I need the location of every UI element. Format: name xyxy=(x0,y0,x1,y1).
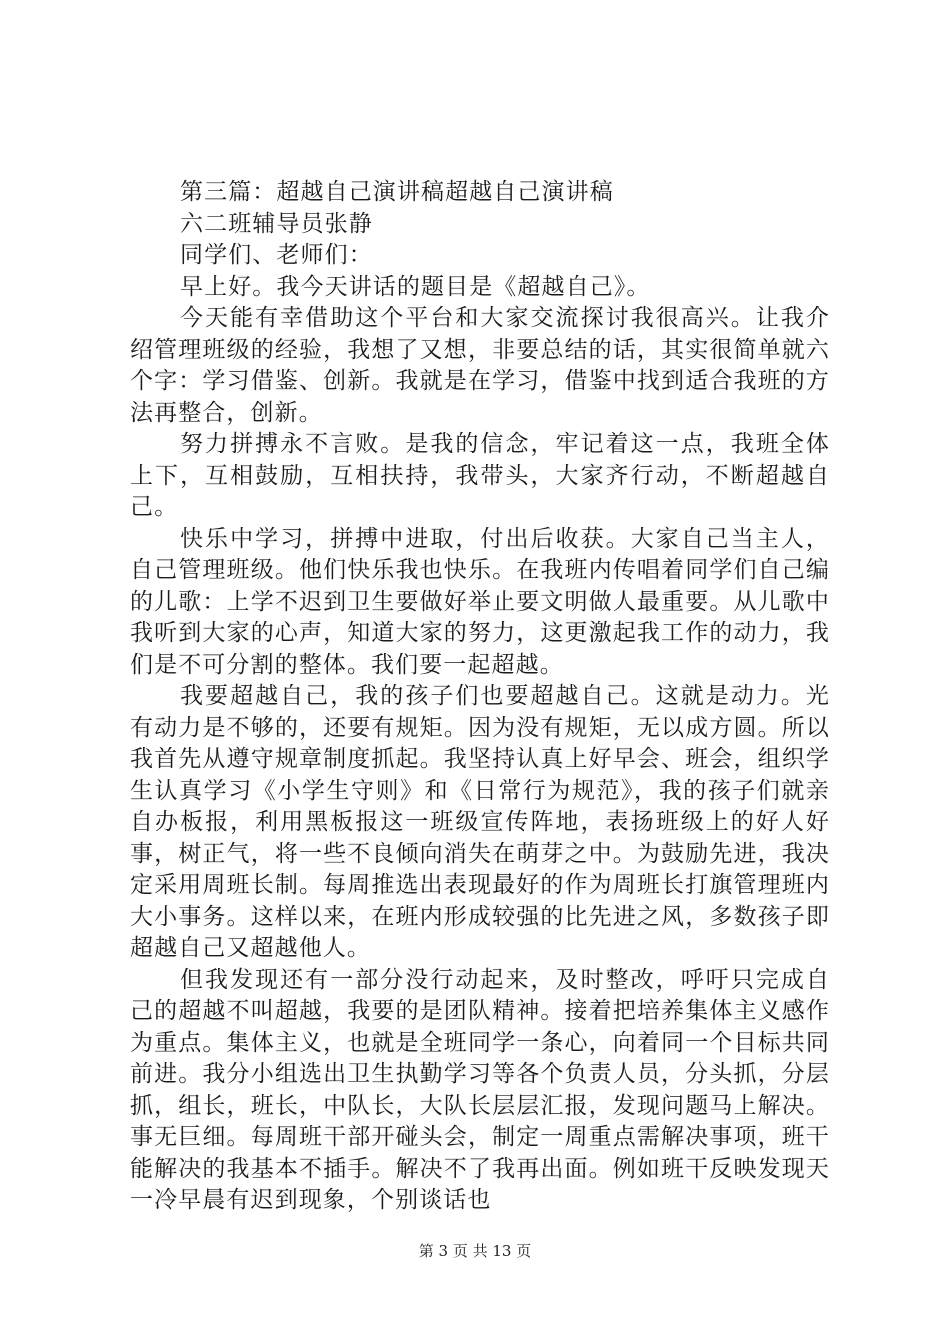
paragraph-5: 我要超越自己，我的孩子们也要超越自己。这就是动力。光有动力是不够的，还要有规矩。因为没有规矩，无以成方圆。所以我首先从遵守规章制度抓起。我坚持认真上好早会、班会，组织学生认真学习《小学生守则》和《日常行为规范》，我的孩子们就亲自办板报，利用黑板报这一班级宣传阵地，表扬班级上的好人好事，树正气，将一些不良倾向消失在萌芽之中。为鼓励先进，我决定采用周班长制。每周推选出表现最好的作为周班长打旗管理班内大小事务。这样以来，在班内形成较强的比先进之风，多数孩子即超越自己又超越他人。 xyxy=(130,683,830,961)
paragraph-2: 今天能有幸借助这个平台和大家交流探讨我很高兴。让我介绍管理班级的经验，我想了又想，非要总结的话，其实很简单就六个字：学习借鉴、创新。我就是在学习，借鉴中找到适合我班的方法再整合，创新。 xyxy=(130,305,830,426)
document-greeting: 同学们、老师们： xyxy=(180,242,373,268)
page-number: 第 3 页 共 13 页 xyxy=(418,1242,532,1260)
paragraph-4: 快乐中学习，拼搏中进取，付出后收获。大家自己当主人，自己管理班级。他们快乐我也快乐。在我班内传唱着同学们自己编的儿歌：上学不迟到卫生要做好举止要文明做人最重要。从儿歌中我听到大家的心声，知道大家的努力，这更激起我工作的动力，我们是不可分割的整体。我们要一起超越。 xyxy=(130,525,830,678)
paragraph-1: 早上好。我今天讲话的题目是《超越自己》。 xyxy=(180,273,651,300)
paragraph-6: 但我发现还有一部分没行动起来，及时整改，呼吁只完成自己的超越不叫超越，我要的是团队精神。接着把培养集体主义感作为重点。集体主义，也就是全班同学一条心，向着同一个目标共同前进。我分小组选出卫生执勤学习等各个负责人员，分头抓，分层抓，组长，班长，中队长，大队长层层汇报，发现问题马上解决。事无巨细。每周班干部开碰头会，制定一周重点需解决事项，班干能解决的我基本不插手。解决不了我再出面。例如班干反映发现天一冷早晨有迟到现象，个别谈话也 xyxy=(130,966,830,1213)
document-title: 第三篇：超越自己演讲稿超越自己演讲稿 xyxy=(180,179,614,205)
paragraph-3: 努力拼搏永不言败。是我的信念，牢记着这一点，我班全体上下，互相鼓励，互相扶持，我带头，大家齐行动，不断超越自己。 xyxy=(130,431,830,520)
document-author: 六二班辅导员张静 xyxy=(180,210,373,237)
document-body xyxy=(130,177,830,1217)
page-footer xyxy=(0,1240,950,1261)
